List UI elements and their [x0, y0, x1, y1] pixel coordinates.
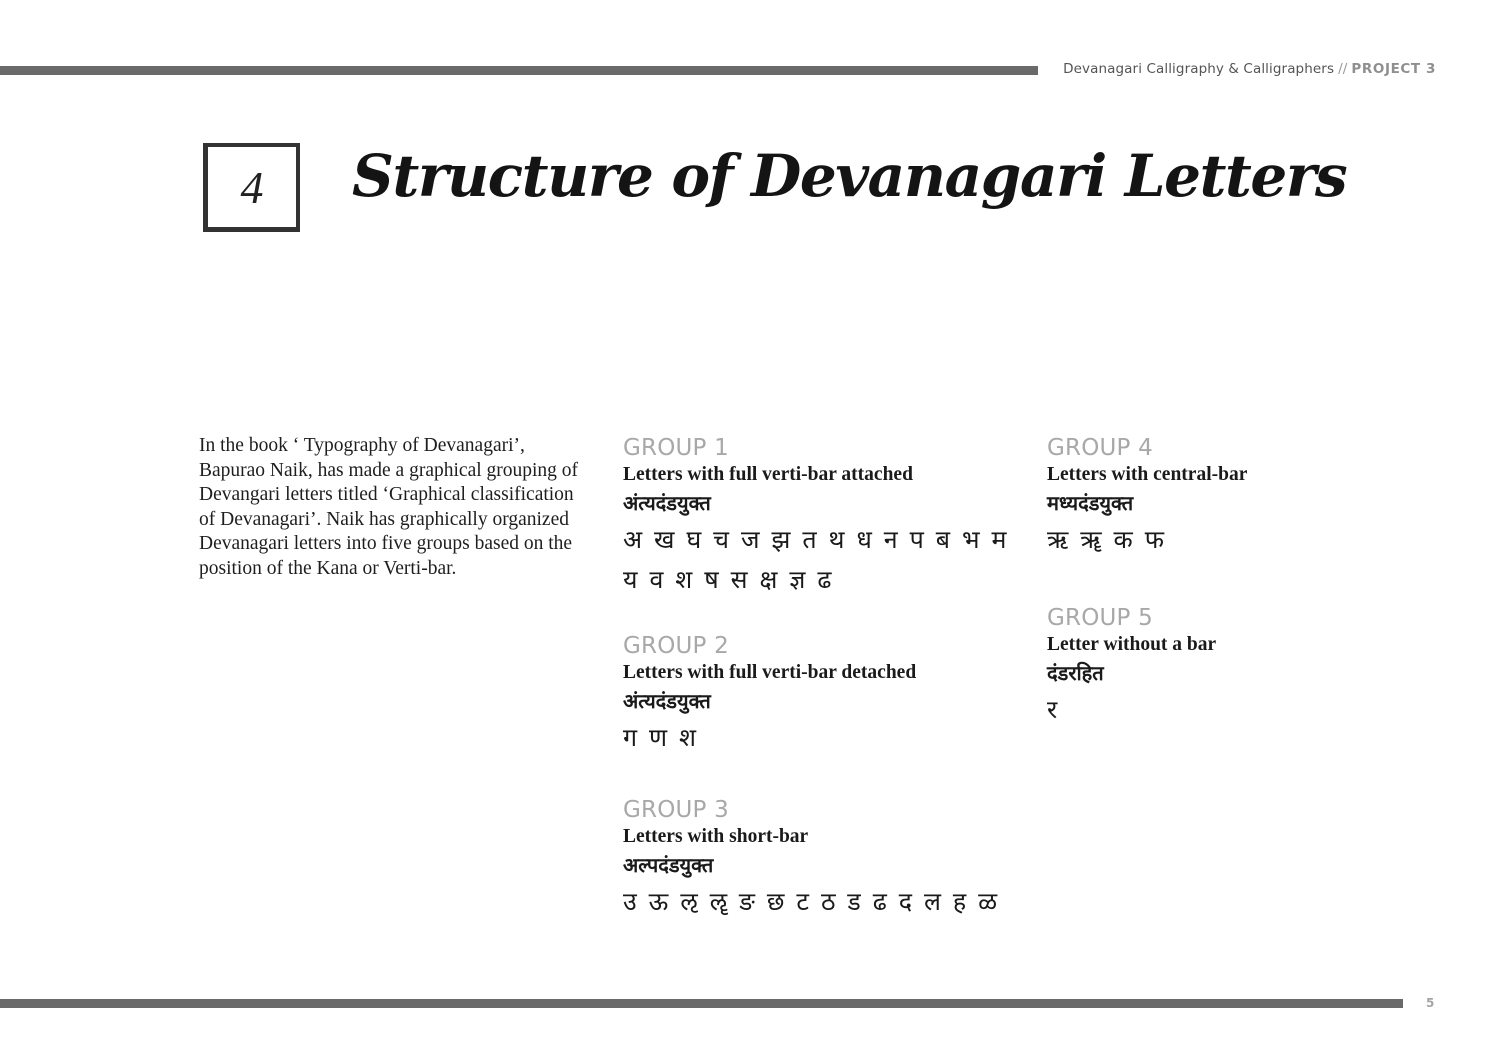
series-title: Devanagari Calligraphy & Calligraphers: [1063, 61, 1335, 77]
group-letters: अ ख घ च ज झ त थ ध न प ब भ म य व श ष स क्ष ज्ञ ढ: [623, 525, 1007, 594]
group-term: अल्पदंडयुक्त: [623, 853, 714, 877]
group-heading: GROUP 4: [1047, 435, 1153, 461]
group-letters: ग ण श: [623, 723, 697, 752]
intro-paragraph: In the book ‘ Typography of Devanagari’, Bapurao Naik, has made a graphical grouping of Devangari letters titled ‘Graphical classification of Devanagari’. Naik has graphically organized Devanagari letters into five groups based on the position of the Kana or Verti-bar.: [199, 435, 579, 579]
group-heading: GROUP 2: [623, 633, 729, 659]
group-5: [1047, 604, 1367, 730]
group-heading: GROUP 5: [1047, 605, 1153, 631]
group-description: Letters with short-bar: [623, 826, 809, 847]
group-1: [623, 434, 1023, 600]
group-term: मध्यदंडयुक्त: [1047, 491, 1134, 515]
top-rule: [0, 66, 1038, 75]
group-description: Letter without a bar: [1047, 634, 1217, 655]
bottom-rule: [0, 999, 1403, 1008]
page-title: Structure of Devanagari Letters: [352, 142, 1347, 210]
group-letters: र: [1047, 695, 1058, 724]
group-letters: ऋ ॠ क फ: [1047, 525, 1164, 554]
group-letters: उ ऊ ऌ ॡ ङ छ ट ठ ड ढ द ल ह ळ: [623, 887, 998, 916]
project-label: PROJECT 3: [1351, 61, 1436, 77]
chapter-number-box: [203, 143, 300, 232]
header-separator: //: [1338, 61, 1348, 77]
group-2: [623, 632, 1023, 758]
page-number: 5: [1426, 996, 1435, 1010]
group-description: Letters with full verti-bar detached: [623, 662, 917, 683]
group-heading: GROUP 3: [623, 797, 729, 823]
group-term: दंडरहित: [1047, 661, 1104, 685]
group-4: [1047, 434, 1367, 560]
group-term: अंत्यदंडयुक्त: [623, 689, 711, 713]
group-3: [623, 796, 1023, 922]
running-header: [1063, 61, 1436, 77]
group-description: Letters with central-bar: [1047, 464, 1248, 485]
group-heading: GROUP 1: [623, 435, 729, 461]
chapter-number: 4: [240, 161, 264, 213]
group-term: अंत्यदंडयुक्त: [623, 491, 711, 515]
group-description: Letters with full verti-bar attached: [623, 464, 913, 485]
